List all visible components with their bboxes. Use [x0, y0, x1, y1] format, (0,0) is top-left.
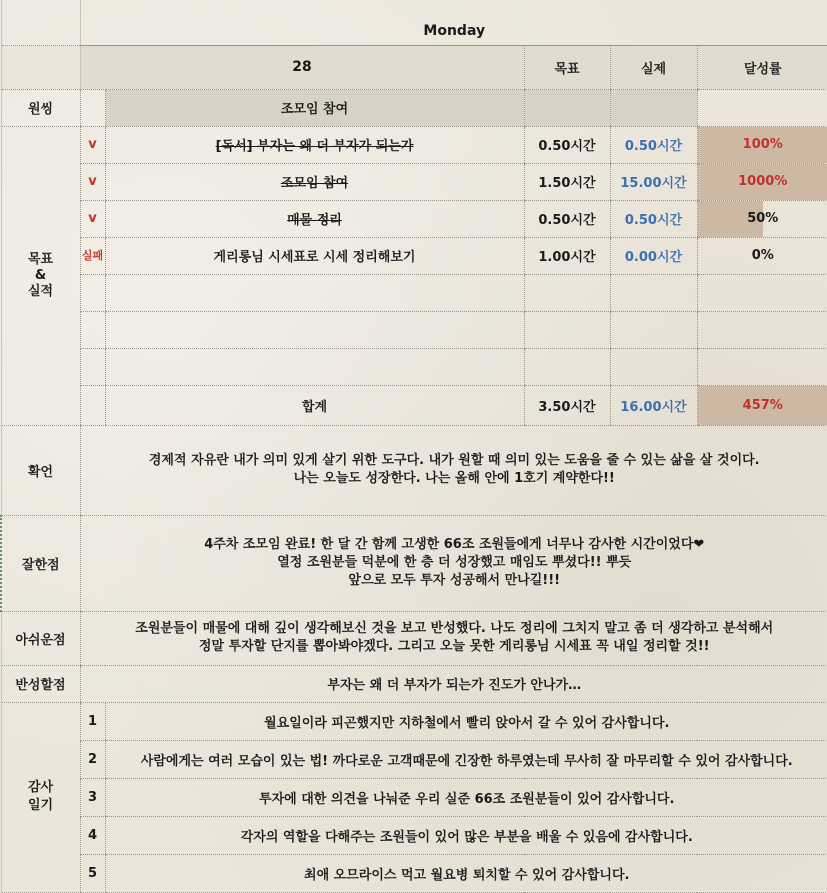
empty-cell: [524, 311, 610, 348]
gratitude-row: [1, 854, 827, 892]
gratitude-label: 감사 일기: [1, 702, 80, 892]
empty-cell: [697, 311, 827, 348]
task-rate: [697, 126, 827, 163]
task-mark: v: [80, 163, 105, 200]
task-goal: 1.50시간: [524, 163, 610, 200]
gratitude-num: 3: [80, 778, 105, 816]
affirmation-text: [80, 425, 827, 515]
regret-line: 정말 투자할 단지를 뽑아봐야겠다. 그리고 오늘 못한 게리롱님 시세표 꼭 내일 정리할 것!!: [81, 638, 827, 656]
affirmation-label: 확언: [1, 425, 80, 515]
gratitude-text: 투자에 대한 의견을 나눠준 우리 실준 66조 조원분들이 있어 감사합니다.: [105, 778, 827, 816]
onething-text: 조모임 참여: [105, 89, 524, 126]
empty-cell: [80, 274, 105, 311]
goals-section-label: 목표 & 실적: [1, 126, 80, 425]
empty-cell: [80, 385, 105, 425]
empty-cell: [80, 348, 105, 385]
goal-col-header: 목표: [524, 45, 610, 89]
well-done-line: 4주차 조모임 완료! 한 달 간 함께 고생한 66조 조원들에게 너무나 감사한 시간이었다❤: [81, 536, 827, 554]
total-row: [1, 385, 827, 425]
gratitude-num: 2: [80, 740, 105, 778]
affirmation-line: 경제적 자유란 내가 의미 있게 살기 위한 도구다. 내가 원할 때 의미 있는 도움을 줄 수 있는 삶을 살 것이다.: [81, 452, 827, 470]
task-goal: 0.50시간: [524, 126, 610, 163]
affirmation-line: 나는 오늘도 성장한다. 나는 올해 안에 1호기 계약한다!!: [81, 470, 827, 488]
task-name: 매물 정리: [105, 200, 524, 237]
date-header: 28: [80, 45, 524, 89]
well-done-label: 잘한점: [1, 515, 80, 611]
task-name: [독서] 부자는 왜 더 부자가 되는가: [105, 126, 524, 163]
gratitude-row: [1, 816, 827, 854]
day-title: Monday: [80, 0, 827, 45]
well-done-line: 앞으로 모두 투자 성공해서 만나길!!!: [81, 572, 827, 590]
total-rate: [697, 385, 827, 425]
task-goal: 0.50시간: [524, 200, 610, 237]
task-actual: 0.50시간: [610, 126, 697, 163]
gratitude-text: 최애 오므라이스 먹고 월요병 퇴치할 수 있어 감사합니다.: [105, 854, 827, 892]
onething-rate: [697, 89, 827, 126]
task-row: [1, 200, 827, 237]
task-mark: v: [80, 126, 105, 163]
task-actual: 15.00시간: [610, 163, 697, 200]
well-done-text: [80, 515, 827, 611]
onething-mark: [80, 89, 105, 126]
onething-goal: [524, 89, 610, 126]
task-row: [1, 237, 827, 274]
reflection-text: 부자는 왜 더 부자가 되는가 진도가 안나가…: [80, 665, 827, 702]
regret-label: 아쉬운점: [1, 611, 80, 665]
task-actual: 0.00시간: [610, 237, 697, 274]
task-row: [1, 126, 827, 163]
regret-line: 조원분들이 매물에 대해 깊이 생각해보신 것을 보고 반성했다. 나도 정리에 그치지 말고 좀 더 생각하고 분석해서: [81, 620, 827, 638]
corner-cell: [1, 0, 80, 45]
rate-text: 100%: [743, 137, 783, 152]
well-done-line: 열정 조원분들 덕분에 한 층 더 성장했고 매임도 뿌셨다!! 뿌듯: [81, 554, 827, 572]
empty-cell: [105, 311, 524, 348]
gratitude-text: 사람에게는 여러 모습이 있는 법! 까다로운 고객때문에 긴장한 하루였는데 무사히 잘 마무리할 수 있어 감사합니다.: [105, 740, 827, 778]
gratitude-num: 5: [80, 854, 105, 892]
empty-task-row: [1, 348, 827, 385]
empty-cell: [105, 274, 524, 311]
empty-cell: [80, 311, 105, 348]
empty-task-row: [1, 311, 827, 348]
empty-cell: [524, 274, 610, 311]
rate-col-header: 달성률: [697, 45, 827, 89]
empty-cell: [697, 274, 827, 311]
rate-text: 457%: [743, 398, 783, 413]
reflection-label: 반성할점: [1, 665, 80, 702]
onething-label: 원씽: [1, 89, 80, 126]
gratitude-text: 각자의 역할을 다해주는 조원들이 있어 많은 부분을 배울 수 있음에 감사합니다.: [105, 816, 827, 854]
task-name: 조모임 참여: [105, 163, 524, 200]
empty-cell: [610, 311, 697, 348]
empty-cell: [610, 348, 697, 385]
empty-cell: [697, 348, 827, 385]
onething-actual: [610, 89, 697, 126]
task-rate: [697, 200, 827, 237]
gratitude-row: [1, 778, 827, 816]
empty-cell: [524, 348, 610, 385]
task-fail-mark: 실패: [80, 237, 105, 274]
rate-text: 1000%: [738, 174, 787, 189]
gratitude-row: [1, 702, 827, 740]
rate-text: 50%: [747, 211, 778, 226]
task-goal: 1.00시간: [524, 237, 610, 274]
empty-cell: [610, 274, 697, 311]
gratitude-text: 월요일이라 피곤했지만 지하철에서 빨리 앉아서 갈 수 있어 감사합니다.: [105, 702, 827, 740]
task-mark: v: [80, 200, 105, 237]
total-actual: 16.00시간: [610, 385, 697, 425]
task-rate: [697, 237, 827, 274]
task-actual: 0.50시간: [610, 200, 697, 237]
gratitude-num: 4: [80, 816, 105, 854]
gratitude-num: 1: [80, 702, 105, 740]
header-blank: [1, 45, 80, 89]
gratitude-row: [1, 740, 827, 778]
empty-task-row: [1, 274, 827, 311]
empty-cell: [105, 348, 524, 385]
actual-col-header: 실제: [610, 45, 697, 89]
task-row: [1, 163, 827, 200]
regret-text: [80, 611, 827, 665]
task-name: 게리롱님 시세표로 시세 정리해보기: [105, 237, 524, 274]
total-label: 합계: [105, 385, 524, 425]
total-goal: 3.50시간: [524, 385, 610, 425]
rate-text: 0%: [752, 248, 774, 263]
task-rate: [697, 163, 827, 200]
